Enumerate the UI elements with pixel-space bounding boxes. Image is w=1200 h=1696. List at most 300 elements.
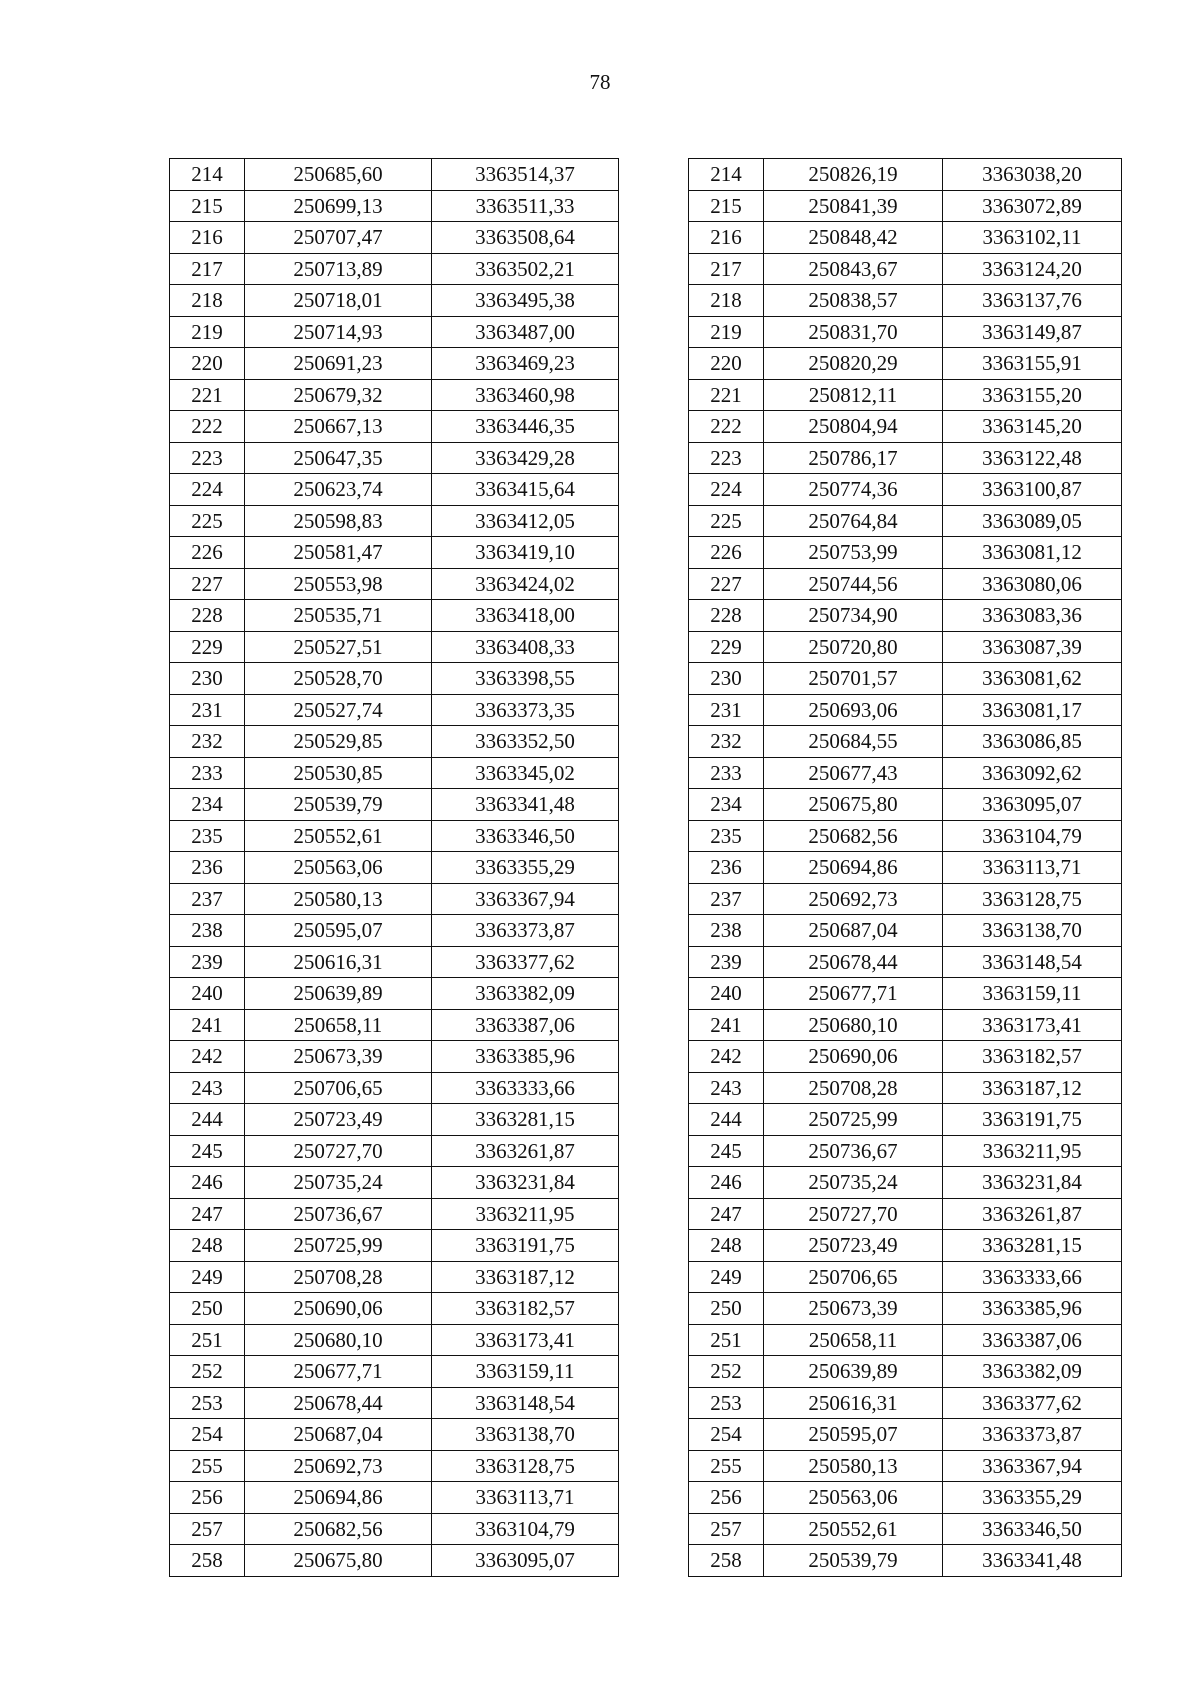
x-coordinate-cell: 250725,99 — [245, 1230, 432, 1262]
y-coordinate-cell: 3363155,91 — [943, 348, 1122, 380]
table-row — [689, 537, 1122, 569]
x-coordinate-cell: 250718,01 — [245, 285, 432, 317]
table-row — [170, 820, 619, 852]
point-number-cell: 225 — [170, 505, 245, 537]
point-number-cell: 240 — [689, 978, 764, 1010]
x-coordinate-cell: 250831,70 — [764, 316, 943, 348]
x-coordinate-cell: 250720,80 — [764, 631, 943, 663]
table-row — [170, 946, 619, 978]
x-coordinate-cell: 250687,04 — [245, 1419, 432, 1451]
table-row — [170, 1450, 619, 1482]
y-coordinate-cell: 3363487,00 — [432, 316, 619, 348]
point-number-cell: 246 — [689, 1167, 764, 1199]
y-coordinate-cell: 3363377,62 — [943, 1387, 1122, 1419]
table-row — [170, 1167, 619, 1199]
table-row — [170, 253, 619, 285]
x-coordinate-cell: 250675,80 — [764, 789, 943, 821]
point-number-cell: 252 — [689, 1356, 764, 1388]
point-number-cell: 232 — [689, 726, 764, 758]
x-coordinate-cell: 250539,79 — [764, 1545, 943, 1577]
point-number-cell: 248 — [170, 1230, 245, 1262]
table-row — [170, 379, 619, 411]
y-coordinate-cell: 3363415,64 — [432, 474, 619, 506]
table-row — [170, 1545, 619, 1577]
x-coordinate-cell: 250639,89 — [245, 978, 432, 1010]
x-coordinate-cell: 250580,13 — [764, 1450, 943, 1482]
x-coordinate-cell: 250616,31 — [764, 1387, 943, 1419]
x-coordinate-cell: 250687,04 — [764, 915, 943, 947]
table-row — [170, 1419, 619, 1451]
point-number-cell: 229 — [689, 631, 764, 663]
y-coordinate-cell: 3363159,11 — [432, 1356, 619, 1388]
table-row — [170, 1261, 619, 1293]
point-number-cell: 258 — [170, 1545, 245, 1577]
x-coordinate-cell: 250708,28 — [245, 1261, 432, 1293]
y-coordinate-cell: 3363346,50 — [432, 820, 619, 852]
y-coordinate-cell: 3363095,07 — [432, 1545, 619, 1577]
table-row — [689, 1293, 1122, 1325]
y-coordinate-cell: 3363469,23 — [432, 348, 619, 380]
x-coordinate-cell: 250812,11 — [764, 379, 943, 411]
x-coordinate-cell: 250734,90 — [764, 600, 943, 632]
table-row — [689, 1167, 1122, 1199]
table-row — [689, 1135, 1122, 1167]
y-coordinate-cell: 3363377,62 — [432, 946, 619, 978]
table-row — [170, 631, 619, 663]
table-row — [689, 1198, 1122, 1230]
point-number-cell: 246 — [170, 1167, 245, 1199]
y-coordinate-cell: 3363086,85 — [943, 726, 1122, 758]
x-coordinate-cell: 250690,06 — [764, 1041, 943, 1073]
point-number-cell: 222 — [170, 411, 245, 443]
table-row — [689, 726, 1122, 758]
x-coordinate-cell: 250764,84 — [764, 505, 943, 537]
y-coordinate-cell: 3363173,41 — [432, 1324, 619, 1356]
table-row — [689, 222, 1122, 254]
y-coordinate-cell: 3363182,57 — [943, 1041, 1122, 1073]
table-row — [170, 1293, 619, 1325]
y-coordinate-cell: 3363104,79 — [432, 1513, 619, 1545]
y-coordinate-cell: 3363173,41 — [943, 1009, 1122, 1041]
point-number-cell: 221 — [170, 379, 245, 411]
table-row — [689, 915, 1122, 947]
x-coordinate-cell: 250735,24 — [764, 1167, 943, 1199]
table-row — [170, 978, 619, 1010]
table-row — [689, 474, 1122, 506]
y-coordinate-cell: 3363211,95 — [432, 1198, 619, 1230]
table-row — [170, 663, 619, 695]
point-number-cell: 257 — [689, 1513, 764, 1545]
table-row — [689, 348, 1122, 380]
y-coordinate-cell: 3363355,29 — [432, 852, 619, 884]
point-number-cell: 231 — [170, 694, 245, 726]
table-row — [170, 474, 619, 506]
y-coordinate-cell: 3363102,11 — [943, 222, 1122, 254]
point-number-cell: 242 — [689, 1041, 764, 1073]
x-coordinate-cell: 250679,32 — [245, 379, 432, 411]
point-number-cell: 220 — [689, 348, 764, 380]
table-row — [689, 600, 1122, 632]
y-coordinate-cell: 3363398,55 — [432, 663, 619, 695]
table-row — [170, 1230, 619, 1262]
table-row — [689, 411, 1122, 443]
table-row — [170, 442, 619, 474]
y-coordinate-cell: 3363113,71 — [943, 852, 1122, 884]
y-coordinate-cell: 3363511,33 — [432, 190, 619, 222]
point-number-cell: 225 — [689, 505, 764, 537]
x-coordinate-cell: 250714,93 — [245, 316, 432, 348]
point-number-cell: 228 — [689, 600, 764, 632]
table-row — [689, 789, 1122, 821]
x-coordinate-cell: 250553,98 — [245, 568, 432, 600]
x-coordinate-cell: 250804,94 — [764, 411, 943, 443]
x-coordinate-cell: 250682,56 — [764, 820, 943, 852]
table-row — [689, 190, 1122, 222]
point-number-cell: 250 — [170, 1293, 245, 1325]
y-coordinate-cell: 3363281,15 — [432, 1104, 619, 1136]
x-coordinate-cell: 250723,49 — [245, 1104, 432, 1136]
table-row — [170, 568, 619, 600]
point-number-cell: 221 — [689, 379, 764, 411]
y-coordinate-cell: 3363495,38 — [432, 285, 619, 317]
point-number-cell: 256 — [689, 1482, 764, 1514]
point-number-cell: 256 — [170, 1482, 245, 1514]
x-coordinate-cell: 250744,56 — [764, 568, 943, 600]
y-coordinate-cell: 3363408,33 — [432, 631, 619, 663]
x-coordinate-cell: 250616,31 — [245, 946, 432, 978]
x-coordinate-cell: 250552,61 — [245, 820, 432, 852]
y-coordinate-cell: 3363038,20 — [943, 159, 1122, 191]
table-row — [170, 190, 619, 222]
y-coordinate-cell: 3363387,06 — [943, 1324, 1122, 1356]
point-number-cell: 226 — [170, 537, 245, 569]
x-coordinate-cell: 250678,44 — [764, 946, 943, 978]
table-row — [689, 505, 1122, 537]
y-coordinate-cell: 3363138,70 — [943, 915, 1122, 947]
x-coordinate-cell: 250677,71 — [764, 978, 943, 1010]
y-coordinate-cell: 3363072,89 — [943, 190, 1122, 222]
point-number-cell: 234 — [689, 789, 764, 821]
table-row — [170, 1135, 619, 1167]
x-coordinate-cell: 250706,65 — [764, 1261, 943, 1293]
point-number-cell: 238 — [170, 915, 245, 947]
x-coordinate-cell: 250774,36 — [764, 474, 943, 506]
x-coordinate-cell: 250701,57 — [764, 663, 943, 695]
y-coordinate-cell: 3363373,87 — [943, 1419, 1122, 1451]
y-coordinate-cell: 3363159,11 — [943, 978, 1122, 1010]
x-coordinate-cell: 250843,67 — [764, 253, 943, 285]
x-coordinate-cell: 250658,11 — [245, 1009, 432, 1041]
point-number-cell: 250 — [689, 1293, 764, 1325]
point-number-cell: 233 — [170, 757, 245, 789]
point-number-cell: 235 — [170, 820, 245, 852]
point-number-cell: 249 — [689, 1261, 764, 1293]
point-number-cell: 216 — [170, 222, 245, 254]
y-coordinate-cell: 3363128,75 — [943, 883, 1122, 915]
table-row — [689, 757, 1122, 789]
x-coordinate-cell: 250692,73 — [245, 1450, 432, 1482]
point-number-cell: 227 — [689, 568, 764, 600]
point-number-cell: 240 — [170, 978, 245, 1010]
x-coordinate-cell: 250786,17 — [764, 442, 943, 474]
point-number-cell: 252 — [170, 1356, 245, 1388]
x-coordinate-cell: 250677,71 — [245, 1356, 432, 1388]
point-number-cell: 226 — [689, 537, 764, 569]
point-number-cell: 247 — [170, 1198, 245, 1230]
table-row — [689, 1545, 1122, 1577]
y-coordinate-cell: 3363373,35 — [432, 694, 619, 726]
table-row — [689, 1324, 1122, 1356]
y-coordinate-cell: 3363502,21 — [432, 253, 619, 285]
x-coordinate-cell: 250580,13 — [245, 883, 432, 915]
table-row — [170, 1513, 619, 1545]
point-number-cell: 220 — [170, 348, 245, 380]
y-coordinate-cell: 3363373,87 — [432, 915, 619, 947]
x-coordinate-cell: 250707,47 — [245, 222, 432, 254]
point-number-cell: 217 — [689, 253, 764, 285]
x-coordinate-cell: 250713,89 — [245, 253, 432, 285]
table-row — [689, 1482, 1122, 1514]
table-row — [689, 1009, 1122, 1041]
y-coordinate-cell: 3363087,39 — [943, 631, 1122, 663]
table-row — [689, 442, 1122, 474]
point-number-cell: 247 — [689, 1198, 764, 1230]
point-number-cell: 257 — [170, 1513, 245, 1545]
point-number-cell: 243 — [689, 1072, 764, 1104]
y-coordinate-cell: 3363281,15 — [943, 1230, 1122, 1262]
point-number-cell: 241 — [689, 1009, 764, 1041]
x-coordinate-cell: 250530,85 — [245, 757, 432, 789]
table-row — [170, 852, 619, 884]
y-coordinate-cell: 3363514,37 — [432, 159, 619, 191]
table-row — [170, 1482, 619, 1514]
x-coordinate-cell: 250680,10 — [764, 1009, 943, 1041]
y-coordinate-cell: 3363333,66 — [943, 1261, 1122, 1293]
point-number-cell: 228 — [170, 600, 245, 632]
point-number-cell: 239 — [689, 946, 764, 978]
point-number-cell: 236 — [689, 852, 764, 884]
y-coordinate-cell: 3363345,02 — [432, 757, 619, 789]
x-coordinate-cell: 250682,56 — [245, 1513, 432, 1545]
table-row — [689, 946, 1122, 978]
table-row — [170, 316, 619, 348]
y-coordinate-cell: 3363385,96 — [432, 1041, 619, 1073]
point-number-cell: 218 — [170, 285, 245, 317]
y-coordinate-cell: 3363341,48 — [432, 789, 619, 821]
x-coordinate-cell: 250691,23 — [245, 348, 432, 380]
x-coordinate-cell: 250639,89 — [764, 1356, 943, 1388]
point-number-cell: 224 — [170, 474, 245, 506]
y-coordinate-cell: 3363100,87 — [943, 474, 1122, 506]
table-row — [689, 631, 1122, 663]
point-number-cell: 219 — [689, 316, 764, 348]
point-number-cell: 244 — [170, 1104, 245, 1136]
y-coordinate-cell: 3363155,20 — [943, 379, 1122, 411]
x-coordinate-cell: 250838,57 — [764, 285, 943, 317]
y-coordinate-cell: 3363081,12 — [943, 537, 1122, 569]
x-coordinate-cell: 250535,71 — [245, 600, 432, 632]
x-coordinate-cell: 250675,80 — [245, 1545, 432, 1577]
table-row — [170, 915, 619, 947]
y-coordinate-cell: 3363424,02 — [432, 568, 619, 600]
table-row — [170, 1324, 619, 1356]
x-coordinate-cell: 250563,06 — [245, 852, 432, 884]
y-coordinate-cell: 3363261,87 — [432, 1135, 619, 1167]
x-coordinate-cell: 250727,70 — [245, 1135, 432, 1167]
x-coordinate-cell: 250848,42 — [764, 222, 943, 254]
y-coordinate-cell: 3363089,05 — [943, 505, 1122, 537]
table-row — [170, 1104, 619, 1136]
y-coordinate-cell: 3363211,95 — [943, 1135, 1122, 1167]
x-coordinate-cell: 250680,10 — [245, 1324, 432, 1356]
y-coordinate-cell: 3363182,57 — [432, 1293, 619, 1325]
y-coordinate-cell: 3363145,20 — [943, 411, 1122, 443]
table-row — [689, 1261, 1122, 1293]
y-coordinate-cell: 3363367,94 — [943, 1450, 1122, 1482]
x-coordinate-cell: 250667,13 — [245, 411, 432, 443]
y-coordinate-cell: 3363187,12 — [432, 1261, 619, 1293]
x-coordinate-cell: 250677,43 — [764, 757, 943, 789]
x-coordinate-cell: 250692,73 — [764, 883, 943, 915]
point-number-cell: 245 — [689, 1135, 764, 1167]
x-coordinate-cell: 250694,86 — [764, 852, 943, 884]
x-coordinate-cell: 250685,60 — [245, 159, 432, 191]
y-coordinate-cell: 3363333,66 — [432, 1072, 619, 1104]
y-coordinate-cell: 3363095,07 — [943, 789, 1122, 821]
table-row — [689, 1072, 1122, 1104]
point-number-cell: 235 — [689, 820, 764, 852]
table-row — [170, 789, 619, 821]
table-row — [170, 600, 619, 632]
x-coordinate-cell: 250658,11 — [764, 1324, 943, 1356]
point-number-cell: 222 — [689, 411, 764, 443]
y-coordinate-cell: 3363081,17 — [943, 694, 1122, 726]
y-coordinate-cell: 3363387,06 — [432, 1009, 619, 1041]
y-coordinate-cell: 3363083,36 — [943, 600, 1122, 632]
coordinates-table-left — [169, 158, 619, 1577]
x-coordinate-cell: 250528,70 — [245, 663, 432, 695]
point-number-cell: 215 — [170, 190, 245, 222]
y-coordinate-cell: 3363092,62 — [943, 757, 1122, 789]
point-number-cell: 227 — [170, 568, 245, 600]
y-coordinate-cell: 3363261,87 — [943, 1198, 1122, 1230]
x-coordinate-cell: 250684,55 — [764, 726, 943, 758]
y-coordinate-cell: 3363124,20 — [943, 253, 1122, 285]
table-row — [689, 1387, 1122, 1419]
x-coordinate-cell: 250673,39 — [245, 1041, 432, 1073]
point-number-cell: 251 — [170, 1324, 245, 1356]
table-row — [170, 222, 619, 254]
y-coordinate-cell: 3363080,06 — [943, 568, 1122, 600]
point-number-cell: 218 — [689, 285, 764, 317]
point-number-cell: 229 — [170, 631, 245, 663]
x-coordinate-cell: 250527,51 — [245, 631, 432, 663]
point-number-cell: 249 — [170, 1261, 245, 1293]
table-row — [170, 1198, 619, 1230]
point-number-cell: 234 — [170, 789, 245, 821]
x-coordinate-cell: 250699,13 — [245, 190, 432, 222]
point-number-cell: 223 — [689, 442, 764, 474]
point-number-cell: 214 — [170, 159, 245, 191]
point-number-cell: 215 — [689, 190, 764, 222]
point-number-cell: 254 — [689, 1419, 764, 1451]
table-row — [170, 1009, 619, 1041]
x-coordinate-cell: 250736,67 — [764, 1135, 943, 1167]
y-coordinate-cell: 3363382,09 — [943, 1356, 1122, 1388]
table-row — [689, 253, 1122, 285]
table-row — [170, 159, 619, 191]
table-row — [689, 663, 1122, 695]
table-row — [689, 159, 1122, 191]
point-number-cell: 224 — [689, 474, 764, 506]
point-number-cell: 230 — [689, 663, 764, 695]
x-coordinate-cell: 250735,24 — [245, 1167, 432, 1199]
x-coordinate-cell: 250563,06 — [764, 1482, 943, 1514]
point-number-cell: 233 — [689, 757, 764, 789]
point-number-cell: 243 — [170, 1072, 245, 1104]
x-coordinate-cell: 250581,47 — [245, 537, 432, 569]
x-coordinate-cell: 250673,39 — [764, 1293, 943, 1325]
y-coordinate-cell: 3363418,00 — [432, 600, 619, 632]
x-coordinate-cell: 250598,83 — [245, 505, 432, 537]
point-number-cell: 223 — [170, 442, 245, 474]
table-row — [689, 1104, 1122, 1136]
y-coordinate-cell: 3363446,35 — [432, 411, 619, 443]
table-row — [689, 694, 1122, 726]
table-row — [689, 568, 1122, 600]
x-coordinate-cell: 250678,44 — [245, 1387, 432, 1419]
point-number-cell: 236 — [170, 852, 245, 884]
x-coordinate-cell: 250694,86 — [245, 1482, 432, 1514]
point-number-cell: 253 — [689, 1387, 764, 1419]
table-row — [170, 348, 619, 380]
point-number-cell: 255 — [170, 1450, 245, 1482]
table-row — [170, 726, 619, 758]
point-number-cell: 242 — [170, 1041, 245, 1073]
x-coordinate-cell: 250529,85 — [245, 726, 432, 758]
point-number-cell: 238 — [689, 915, 764, 947]
y-coordinate-cell: 3363231,84 — [943, 1167, 1122, 1199]
point-number-cell: 251 — [689, 1324, 764, 1356]
point-number-cell: 245 — [170, 1135, 245, 1167]
y-coordinate-cell: 3363352,50 — [432, 726, 619, 758]
table-row — [689, 883, 1122, 915]
table-row — [170, 757, 619, 789]
table-row — [170, 1387, 619, 1419]
y-coordinate-cell: 3363187,12 — [943, 1072, 1122, 1104]
y-coordinate-cell: 3363148,54 — [432, 1387, 619, 1419]
y-coordinate-cell: 3363419,10 — [432, 537, 619, 569]
y-coordinate-cell: 3363341,48 — [943, 1545, 1122, 1577]
x-coordinate-cell: 250595,07 — [245, 915, 432, 947]
y-coordinate-cell: 3363122,48 — [943, 442, 1122, 474]
table-row — [689, 820, 1122, 852]
point-number-cell: 254 — [170, 1419, 245, 1451]
x-coordinate-cell: 250826,19 — [764, 159, 943, 191]
point-number-cell: 244 — [689, 1104, 764, 1136]
y-coordinate-cell: 3363104,79 — [943, 820, 1122, 852]
table-row — [689, 1513, 1122, 1545]
x-coordinate-cell: 250552,61 — [764, 1513, 943, 1545]
point-number-cell: 232 — [170, 726, 245, 758]
point-number-cell: 237 — [170, 883, 245, 915]
point-number-cell: 248 — [689, 1230, 764, 1262]
table-row — [170, 411, 619, 443]
table-row — [689, 1230, 1122, 1262]
x-coordinate-cell: 250723,49 — [764, 1230, 943, 1262]
x-coordinate-cell: 250693,06 — [764, 694, 943, 726]
point-number-cell: 216 — [689, 222, 764, 254]
